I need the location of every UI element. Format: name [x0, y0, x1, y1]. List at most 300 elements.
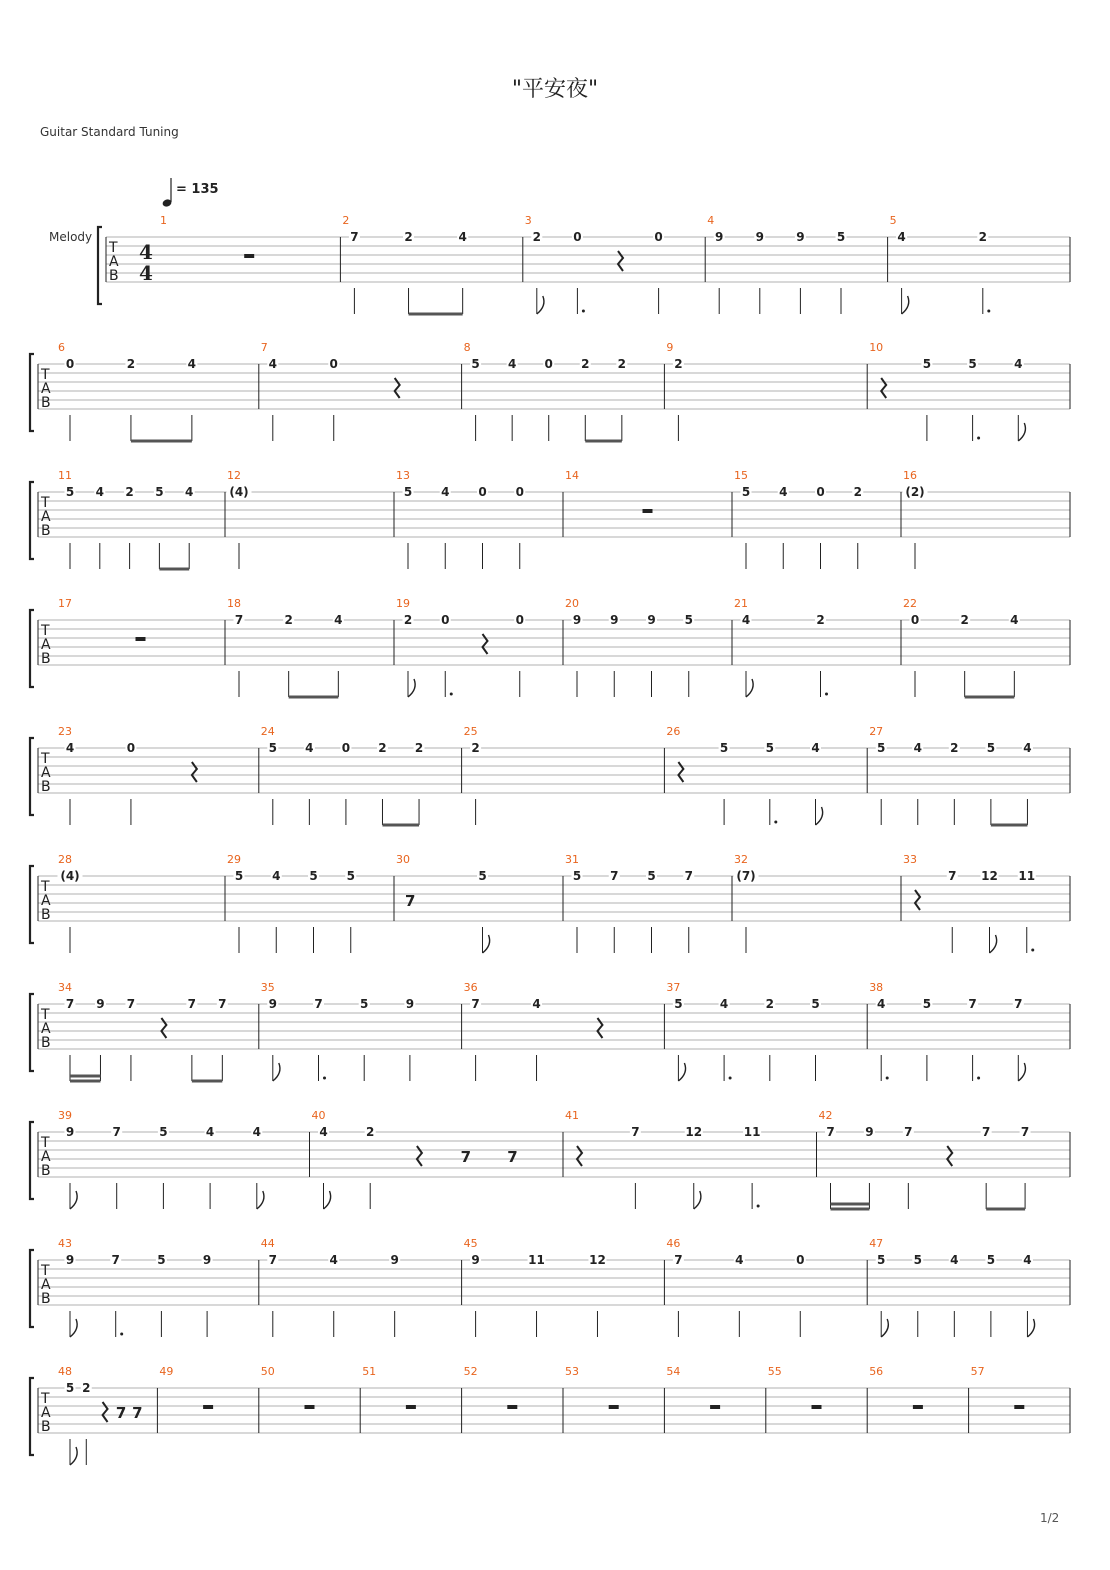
- measure-number: 42: [818, 1109, 833, 1122]
- tab-clef-letter: A: [41, 1021, 51, 1037]
- fret-number: 5: [986, 1253, 996, 1267]
- measure-number: 31: [565, 853, 579, 866]
- fret-number: 7: [631, 1125, 640, 1139]
- fret-number: 0: [65, 357, 75, 371]
- measure-number: 20: [565, 597, 579, 610]
- fret-number: 2: [532, 230, 541, 244]
- fret-number: 4: [334, 613, 343, 627]
- fret-number: 2: [816, 613, 825, 627]
- whole-rest: [305, 1405, 315, 1409]
- measure-number: 11: [58, 469, 72, 482]
- fret-number: 5: [741, 485, 751, 499]
- fret-number: 7: [826, 1125, 835, 1139]
- fret-number: 2: [125, 485, 134, 499]
- note-flag: [694, 1191, 701, 1209]
- fret-number: 2: [581, 357, 590, 371]
- fret-number: 5: [572, 869, 582, 883]
- fret-number: 7: [187, 997, 197, 1011]
- fret-number: 4: [719, 997, 729, 1011]
- tab-clef-letter: B: [41, 1291, 51, 1307]
- fret-number: 5: [719, 741, 729, 755]
- tab-clef-letter: T: [41, 1391, 50, 1407]
- tab-clef-letter: A: [109, 254, 119, 270]
- fret-number: 4: [187, 357, 197, 371]
- fret-number: 0: [329, 357, 338, 371]
- fret-number: 9: [471, 1253, 480, 1267]
- fret-number: 0: [573, 230, 582, 244]
- measure-number: 48: [58, 1365, 72, 1378]
- fret-number: 2: [82, 1381, 91, 1395]
- fret-number: 0: [816, 485, 825, 499]
- fret-number: 4: [95, 485, 104, 499]
- tab-clef-letter: T: [41, 1007, 50, 1023]
- fret-number: 5: [684, 613, 693, 627]
- system-bracket: [30, 610, 34, 687]
- system-bracket: [30, 738, 34, 815]
- dotted-note: [1031, 949, 1034, 952]
- fret-number: 5: [309, 869, 318, 883]
- measure-number: 34: [58, 981, 72, 994]
- fret-number: 2: [403, 613, 413, 627]
- fret-number: 4: [1023, 741, 1032, 755]
- fret-number: 7: [218, 997, 227, 1011]
- measure-number: 23: [58, 725, 72, 738]
- fret-number: 5: [155, 485, 164, 499]
- system-bracket: [30, 482, 34, 559]
- note-flag: [408, 679, 415, 697]
- fret-number: 5: [360, 997, 369, 1011]
- measure-number: 49: [159, 1365, 174, 1378]
- fret-number: 4: [779, 485, 788, 499]
- note-flag: [257, 1191, 264, 1209]
- measure-number: 1: [160, 214, 167, 227]
- fret-number: 5: [65, 1381, 75, 1395]
- fret-number: 7: [471, 997, 480, 1011]
- tab-clef-letter: A: [41, 765, 51, 781]
- fret-number: 7: [350, 230, 359, 244]
- measure-number: 54: [666, 1365, 681, 1378]
- whole-rest: [203, 1405, 213, 1409]
- tab-clef-letter: B: [41, 1419, 51, 1435]
- measure-number: 56: [869, 1365, 884, 1378]
- tab-clef-letter: T: [41, 495, 50, 511]
- fret-number: 4: [877, 997, 886, 1011]
- fret-number: 9: [865, 1125, 874, 1139]
- system-bracket: [30, 1250, 34, 1327]
- quarter-rest: [881, 378, 886, 398]
- fret-number: 7: [904, 1125, 913, 1139]
- measure-number: 27: [869, 725, 884, 738]
- measure-number: 57: [970, 1365, 985, 1378]
- tab-clef-letter: T: [41, 751, 50, 767]
- system-bracket: [30, 994, 34, 1071]
- fret-number: 4: [741, 613, 751, 627]
- measure-number: 50: [260, 1365, 275, 1378]
- fret-number: 5: [159, 1125, 168, 1139]
- fret-number: 4: [735, 1253, 744, 1267]
- measure-number: 46: [666, 1237, 681, 1250]
- fret-number: 4: [252, 1125, 261, 1139]
- note-flag: [70, 1447, 77, 1465]
- measure-number: 28: [58, 853, 72, 866]
- measure-number: 13: [396, 469, 410, 482]
- tab-clef-letter: B: [109, 268, 119, 284]
- measure-number: 10: [869, 341, 884, 354]
- measure-number: 35: [260, 981, 275, 994]
- fret-number: 5: [268, 741, 277, 755]
- measure-number: 24: [260, 725, 275, 738]
- fret-number: 9: [65, 1125, 75, 1139]
- measure-number: 3: [524, 214, 532, 227]
- dotted-note: [323, 1077, 326, 1080]
- fret-number: 4: [897, 230, 906, 244]
- fret-number: 5: [647, 869, 656, 883]
- time-sig-bottom: 4: [139, 261, 153, 285]
- measure-number: 9: [666, 341, 674, 354]
- note-flag: [537, 296, 544, 314]
- fret-number: 4: [268, 357, 277, 371]
- note-flag: [990, 935, 997, 953]
- measure-number: 32: [734, 853, 748, 866]
- quarter-rest: [678, 762, 683, 782]
- measure-number: 22: [903, 597, 917, 610]
- measure-number: 29: [227, 853, 241, 866]
- note-flag: [273, 1063, 280, 1081]
- whole-rest: [507, 1405, 517, 1409]
- fret-number: 7: [234, 613, 244, 627]
- fret-number: 2: [366, 1125, 375, 1139]
- system-bracket: [98, 227, 102, 304]
- note-flag: [902, 296, 909, 314]
- system-bracket: [30, 1122, 34, 1199]
- fret-number: 9: [96, 997, 105, 1011]
- dotted-note: [774, 821, 777, 824]
- fret-number: 0: [544, 357, 553, 371]
- fret-number: 5: [478, 869, 487, 883]
- fret-number: 4: [65, 741, 75, 755]
- eighth-rest: 7: [115, 1404, 127, 1422]
- measure-number: 26: [666, 725, 681, 738]
- fret-number: 2: [978, 230, 987, 244]
- sixteenth-rest: 7: [132, 1404, 143, 1422]
- fret-number: 12: [981, 869, 998, 883]
- dotted-note: [120, 1333, 123, 1336]
- fret-number: 0: [910, 613, 920, 627]
- fret-number: 7: [1014, 997, 1023, 1011]
- fret-number: 11: [528, 1253, 545, 1267]
- dotted-note: [757, 1205, 760, 1208]
- quarter-rest: [192, 762, 197, 782]
- quarter-rest: [161, 1018, 166, 1038]
- tab-clef-letter: B: [41, 1035, 51, 1051]
- fret-number: 5: [968, 357, 977, 371]
- fret-number: 5: [471, 357, 480, 371]
- fret-number: 9: [268, 997, 277, 1011]
- fret-number: 11: [1018, 869, 1036, 883]
- note-flag: [483, 935, 490, 953]
- measure-number: 55: [767, 1365, 782, 1378]
- measure-number: 25: [463, 725, 478, 738]
- dotted-note: [977, 1077, 980, 1080]
- quarter-rest: [417, 1146, 422, 1166]
- fret-number: 5: [674, 997, 683, 1011]
- fret-number: 5: [922, 357, 932, 371]
- fret-number: 7: [111, 1253, 120, 1267]
- measure-number: 4: [707, 214, 715, 227]
- fret-number: 7: [1020, 1125, 1030, 1139]
- tab-clef-letter: B: [41, 523, 51, 539]
- system-bracket: [30, 1378, 34, 1455]
- fret-number: 0: [341, 741, 351, 755]
- note-flag: [746, 679, 753, 697]
- fret-number: 7: [314, 997, 323, 1011]
- fret-number: 7: [684, 869, 693, 883]
- measure-number: 15: [734, 469, 748, 482]
- measure-number: 21: [734, 597, 748, 610]
- measure-number: 36: [463, 981, 478, 994]
- fret-number: 5: [836, 230, 846, 244]
- fret-number: 12: [685, 1125, 703, 1139]
- fret-number: 12: [589, 1253, 606, 1267]
- measure-number: 2: [342, 214, 350, 227]
- fret-number: (7): [736, 869, 756, 883]
- dotted-note: [450, 693, 453, 696]
- measure-number: 44: [260, 1237, 275, 1250]
- fret-number: 5: [877, 741, 886, 755]
- fret-number: 4: [1014, 357, 1023, 371]
- fret-number: 9: [610, 613, 619, 627]
- note-flag: [678, 1063, 685, 1081]
- tab-clef-letter: T: [41, 623, 50, 639]
- whole-rest: [406, 1405, 416, 1409]
- note-flag: [881, 1319, 888, 1337]
- measure-number: 16: [903, 469, 917, 482]
- dotted-note: [886, 1077, 889, 1080]
- measure-number: 6: [58, 341, 65, 354]
- fret-number: 9: [796, 230, 805, 244]
- score-title: "平安夜": [511, 77, 599, 102]
- fret-number: 2: [404, 230, 413, 244]
- dotted-note: [582, 310, 585, 313]
- fret-number: 5: [922, 997, 932, 1011]
- fret-number: 9: [65, 1253, 75, 1267]
- tab-clef-letter: T: [41, 1263, 50, 1279]
- quarter-rest: [618, 251, 623, 271]
- page-number: 1/2: [1040, 1511, 1060, 1525]
- fret-number: 4: [441, 485, 450, 499]
- fret-number: 7: [674, 1253, 683, 1267]
- tab-clef-letter: B: [41, 779, 51, 795]
- fret-number: 7: [268, 1253, 277, 1267]
- tab-clef-letter: B: [41, 395, 51, 411]
- measure-number: 8: [463, 341, 471, 354]
- fret-number: 7: [65, 997, 75, 1011]
- system-bracket: [30, 866, 34, 943]
- measure-number: 41: [565, 1109, 579, 1122]
- fret-number: 2: [617, 357, 627, 371]
- tab-clef-letter: B: [41, 651, 51, 667]
- fret-number: 0: [126, 741, 136, 755]
- fret-number: 2: [126, 357, 136, 371]
- fret-number: 0: [441, 613, 450, 627]
- fret-number: 4: [305, 741, 314, 755]
- fret-number: 7: [948, 869, 957, 883]
- whole-rest: [244, 254, 254, 258]
- measure-number: 39: [58, 1109, 72, 1122]
- fret-number: 0: [654, 230, 663, 244]
- tab-clef-letter: A: [41, 1149, 51, 1165]
- whole-rest: [913, 1405, 923, 1409]
- measure-number: 43: [58, 1237, 72, 1250]
- fret-number: 2: [284, 613, 293, 627]
- tab-clef-letter: A: [41, 637, 51, 653]
- note-flag: [324, 1191, 331, 1209]
- tab-clef-letter: A: [41, 509, 51, 525]
- measure-number: 40: [311, 1109, 326, 1122]
- fret-number: 5: [811, 997, 820, 1011]
- fret-number: 9: [405, 997, 415, 1011]
- measure-number: 30: [396, 853, 410, 866]
- fret-number: (4): [60, 869, 80, 883]
- note-flag: [1018, 423, 1025, 441]
- fret-number: 5: [765, 741, 774, 755]
- fret-number: 4: [329, 1253, 338, 1267]
- measure-number: 51: [362, 1365, 377, 1378]
- fret-number: 5: [913, 1253, 922, 1267]
- tab-clef-letter: A: [41, 381, 51, 397]
- fret-number: 2: [765, 997, 774, 1011]
- fret-number: 2: [674, 357, 683, 371]
- instrument-name: Melody: [49, 230, 93, 244]
- measure-number: 18: [227, 597, 241, 610]
- tab-clef-letter: T: [41, 367, 50, 383]
- tempo-marking: = 135: [176, 182, 219, 197]
- system-bracket: [30, 354, 34, 431]
- fret-number: 4: [205, 1125, 215, 1139]
- fret-number: 0: [515, 485, 524, 499]
- dotted-note: [825, 693, 828, 696]
- fret-number: 4: [532, 997, 541, 1011]
- quarter-rest: [947, 1146, 952, 1166]
- dotted-note: [977, 437, 980, 440]
- measure-number: 14: [565, 469, 579, 482]
- fret-number: 7: [610, 869, 619, 883]
- fret-number: 5: [346, 869, 355, 883]
- tab-clef-letter: A: [41, 1405, 51, 1421]
- whole-rest: [812, 1405, 822, 1409]
- fret-number: 7: [968, 997, 977, 1011]
- dotted-note: [729, 1077, 732, 1080]
- measure-number: 17: [58, 597, 72, 610]
- quarter-rest: [577, 1146, 582, 1166]
- tuning-label: Guitar Standard Tuning: [40, 125, 179, 139]
- measure-number: 5: [889, 214, 897, 227]
- fret-number: 2: [471, 741, 480, 755]
- fret-number: 5: [157, 1253, 166, 1267]
- tab-clef-letter: A: [41, 893, 51, 909]
- measure-number: 38: [869, 981, 884, 994]
- fret-number: 2: [414, 741, 424, 755]
- note-flag: [70, 1191, 77, 1209]
- tab-clef-letter: T: [41, 879, 50, 895]
- fret-number: 9: [647, 613, 656, 627]
- quarter-rest: [483, 634, 488, 654]
- tab-clef-letter: B: [41, 907, 51, 923]
- tab-clef-letter: A: [41, 1277, 51, 1293]
- measure-number: 53: [565, 1365, 579, 1378]
- fret-number: (4): [229, 485, 249, 499]
- quarter-rest: [103, 1402, 108, 1422]
- fret-number: 5: [234, 869, 244, 883]
- whole-rest: [643, 509, 653, 513]
- sixteenth-rest: 7: [507, 1148, 518, 1166]
- measure-number: 19: [396, 597, 410, 610]
- measure-number: 12: [227, 469, 241, 482]
- whole-rest: [609, 1405, 619, 1409]
- fret-number: 0: [515, 613, 524, 627]
- note-flag: [70, 1319, 77, 1337]
- whole-rest: [1014, 1405, 1024, 1409]
- fret-number: 2: [378, 741, 387, 755]
- dotted-note: [987, 310, 990, 313]
- fret-number: 4: [185, 485, 194, 499]
- tab-clef-letter: B: [41, 1163, 51, 1179]
- measure-number: 47: [869, 1237, 884, 1250]
- fret-number: 5: [877, 1253, 886, 1267]
- fret-number: 2: [950, 741, 959, 755]
- tab-clef-letter: T: [41, 1135, 50, 1151]
- eighth-rest: 7: [405, 892, 416, 910]
- fret-number: 11: [743, 1125, 761, 1139]
- fret-number: 4: [319, 1125, 328, 1139]
- fret-number: 4: [458, 230, 467, 244]
- fret-number: 9: [572, 613, 582, 627]
- fret-number: 5: [65, 485, 75, 499]
- fret-number: 2: [853, 485, 862, 499]
- fret-number: 9: [715, 230, 724, 244]
- time-sig-top: 4: [139, 240, 153, 264]
- measure-number: 33: [903, 853, 917, 866]
- fret-number: 0: [796, 1253, 805, 1267]
- fret-number: 0: [478, 485, 487, 499]
- note-flag: [1027, 1319, 1034, 1337]
- fret-number: (2): [905, 485, 925, 499]
- fret-number: 7: [981, 1125, 991, 1139]
- fret-number: 7: [112, 1125, 121, 1139]
- fret-number: 4: [507, 357, 517, 371]
- measure-number: 52: [463, 1365, 478, 1378]
- quarter-rest: [915, 890, 920, 910]
- measure-number: 37: [666, 981, 681, 994]
- fret-number: 2: [960, 613, 969, 627]
- tab-clef-letter: T: [109, 240, 118, 256]
- fret-number: 9: [202, 1253, 212, 1267]
- fret-number: 5: [403, 485, 413, 499]
- fret-number: 9: [755, 230, 764, 244]
- fret-number: 4: [1023, 1253, 1032, 1267]
- quarter-rest: [395, 378, 400, 398]
- measure-number: 7: [260, 341, 268, 354]
- fret-number: 4: [811, 741, 820, 755]
- quarter-rest: [597, 1018, 602, 1038]
- whole-rest: [710, 1405, 720, 1409]
- fret-number: 5: [986, 741, 996, 755]
- fret-number: 9: [390, 1253, 399, 1267]
- whole-rest: [136, 637, 146, 641]
- eighth-rest: 7: [460, 1148, 472, 1166]
- note-flag: [1018, 1063, 1025, 1081]
- measure-number: 45: [463, 1237, 478, 1250]
